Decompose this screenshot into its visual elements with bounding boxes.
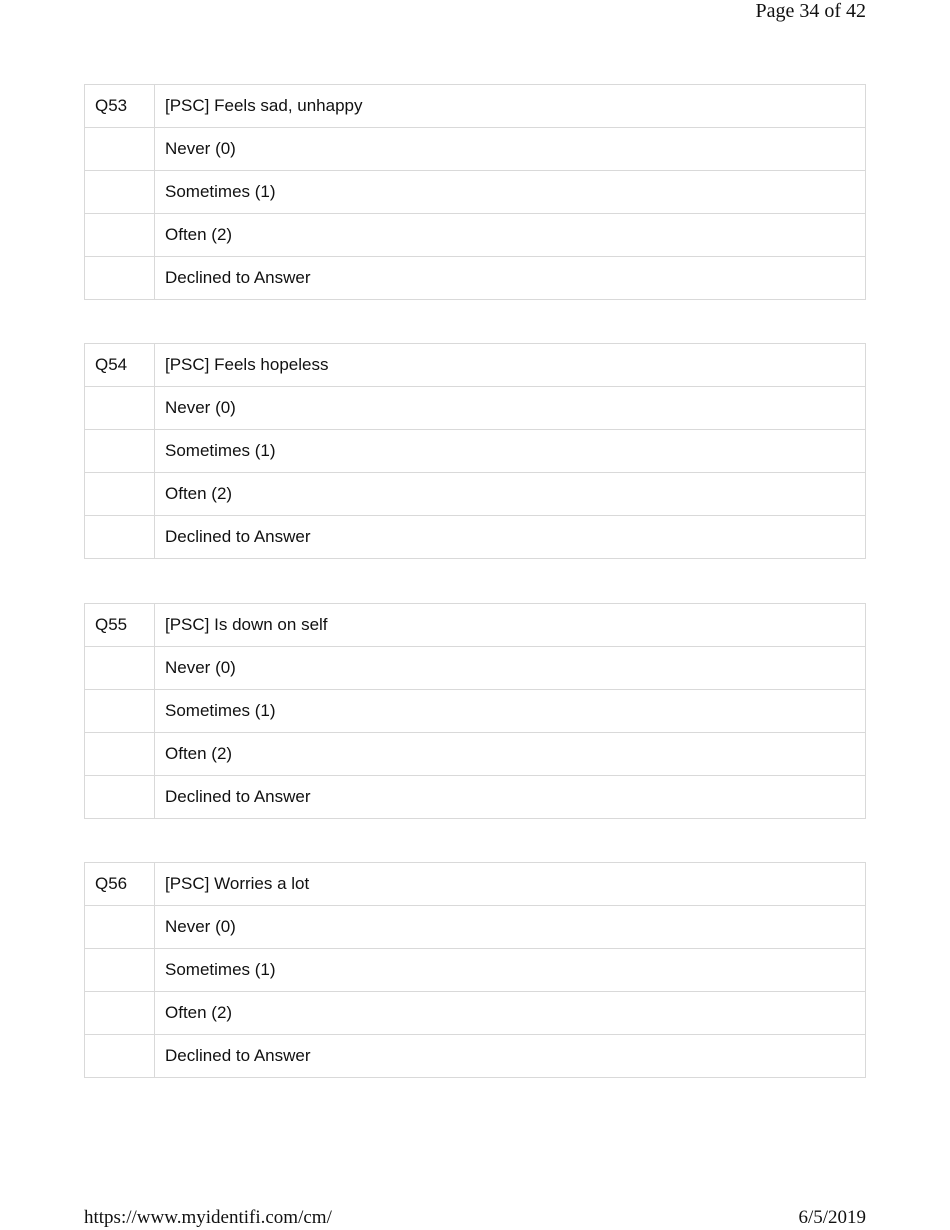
option-row — [85, 690, 866, 733]
question-row — [85, 344, 866, 387]
option-blank-cell — [85, 733, 155, 776]
option-never: Never (0) — [155, 647, 866, 690]
question-row — [85, 85, 866, 128]
option-blank-cell — [85, 214, 155, 257]
option-blank-cell — [85, 430, 155, 473]
option-often: Often (2) — [155, 214, 866, 257]
option-row — [85, 1035, 866, 1078]
option-row — [85, 214, 866, 257]
option-row — [85, 776, 866, 819]
option-sometimes: Sometimes (1) — [155, 430, 866, 473]
option-declined: Declined to Answer — [155, 257, 866, 300]
question-row — [85, 863, 866, 906]
question-table-q54 — [84, 343, 866, 559]
footer-url: https://www.myidentifi.com/cm/ — [84, 1207, 332, 1228]
option-blank-cell — [85, 473, 155, 516]
option-blank-cell — [85, 776, 155, 819]
option-row — [85, 949, 866, 992]
option-row — [85, 647, 866, 690]
option-row — [85, 128, 866, 171]
question-id: Q54 — [85, 344, 155, 387]
option-blank-cell — [85, 257, 155, 300]
option-row — [85, 516, 866, 559]
footer-date: 6/5/2019 — [798, 1207, 866, 1228]
option-blank-cell — [85, 387, 155, 430]
question-table-q53 — [84, 84, 866, 300]
question-text: [PSC] Feels sad, unhappy — [155, 85, 866, 128]
option-row — [85, 733, 866, 776]
option-sometimes: Sometimes (1) — [155, 690, 866, 733]
option-row — [85, 992, 866, 1035]
option-blank-cell — [85, 516, 155, 559]
question-id: Q55 — [85, 604, 155, 647]
option-sometimes: Sometimes (1) — [155, 949, 866, 992]
option-blank-cell — [85, 906, 155, 949]
question-table-q55 — [84, 603, 866, 819]
option-blank-cell — [85, 171, 155, 214]
question-text: [PSC] Worries a lot — [155, 863, 866, 906]
option-blank-cell — [85, 992, 155, 1035]
option-often: Often (2) — [155, 473, 866, 516]
option-declined: Declined to Answer — [155, 1035, 866, 1078]
option-declined: Declined to Answer — [155, 516, 866, 559]
option-blank-cell — [85, 128, 155, 171]
option-row — [85, 906, 866, 949]
option-blank-cell — [85, 690, 155, 733]
question-text: [PSC] Feels hopeless — [155, 344, 866, 387]
option-row — [85, 387, 866, 430]
question-id: Q53 — [85, 85, 155, 128]
option-blank-cell — [85, 1035, 155, 1078]
option-often: Often (2) — [155, 733, 866, 776]
option-often: Often (2) — [155, 992, 866, 1035]
option-row — [85, 257, 866, 300]
option-row — [85, 430, 866, 473]
question-row — [85, 604, 866, 647]
option-never: Never (0) — [155, 906, 866, 949]
option-never: Never (0) — [155, 387, 866, 430]
question-table-q56 — [84, 862, 866, 1078]
option-sometimes: Sometimes (1) — [155, 171, 866, 214]
option-row — [85, 473, 866, 516]
option-blank-cell — [85, 647, 155, 690]
option-declined: Declined to Answer — [155, 776, 866, 819]
page-number: Page 34 of 42 — [755, 0, 866, 22]
question-id: Q56 — [85, 863, 155, 906]
option-blank-cell — [85, 949, 155, 992]
option-never: Never (0) — [155, 128, 866, 171]
option-row — [85, 171, 866, 214]
question-text: [PSC] Is down on self — [155, 604, 866, 647]
